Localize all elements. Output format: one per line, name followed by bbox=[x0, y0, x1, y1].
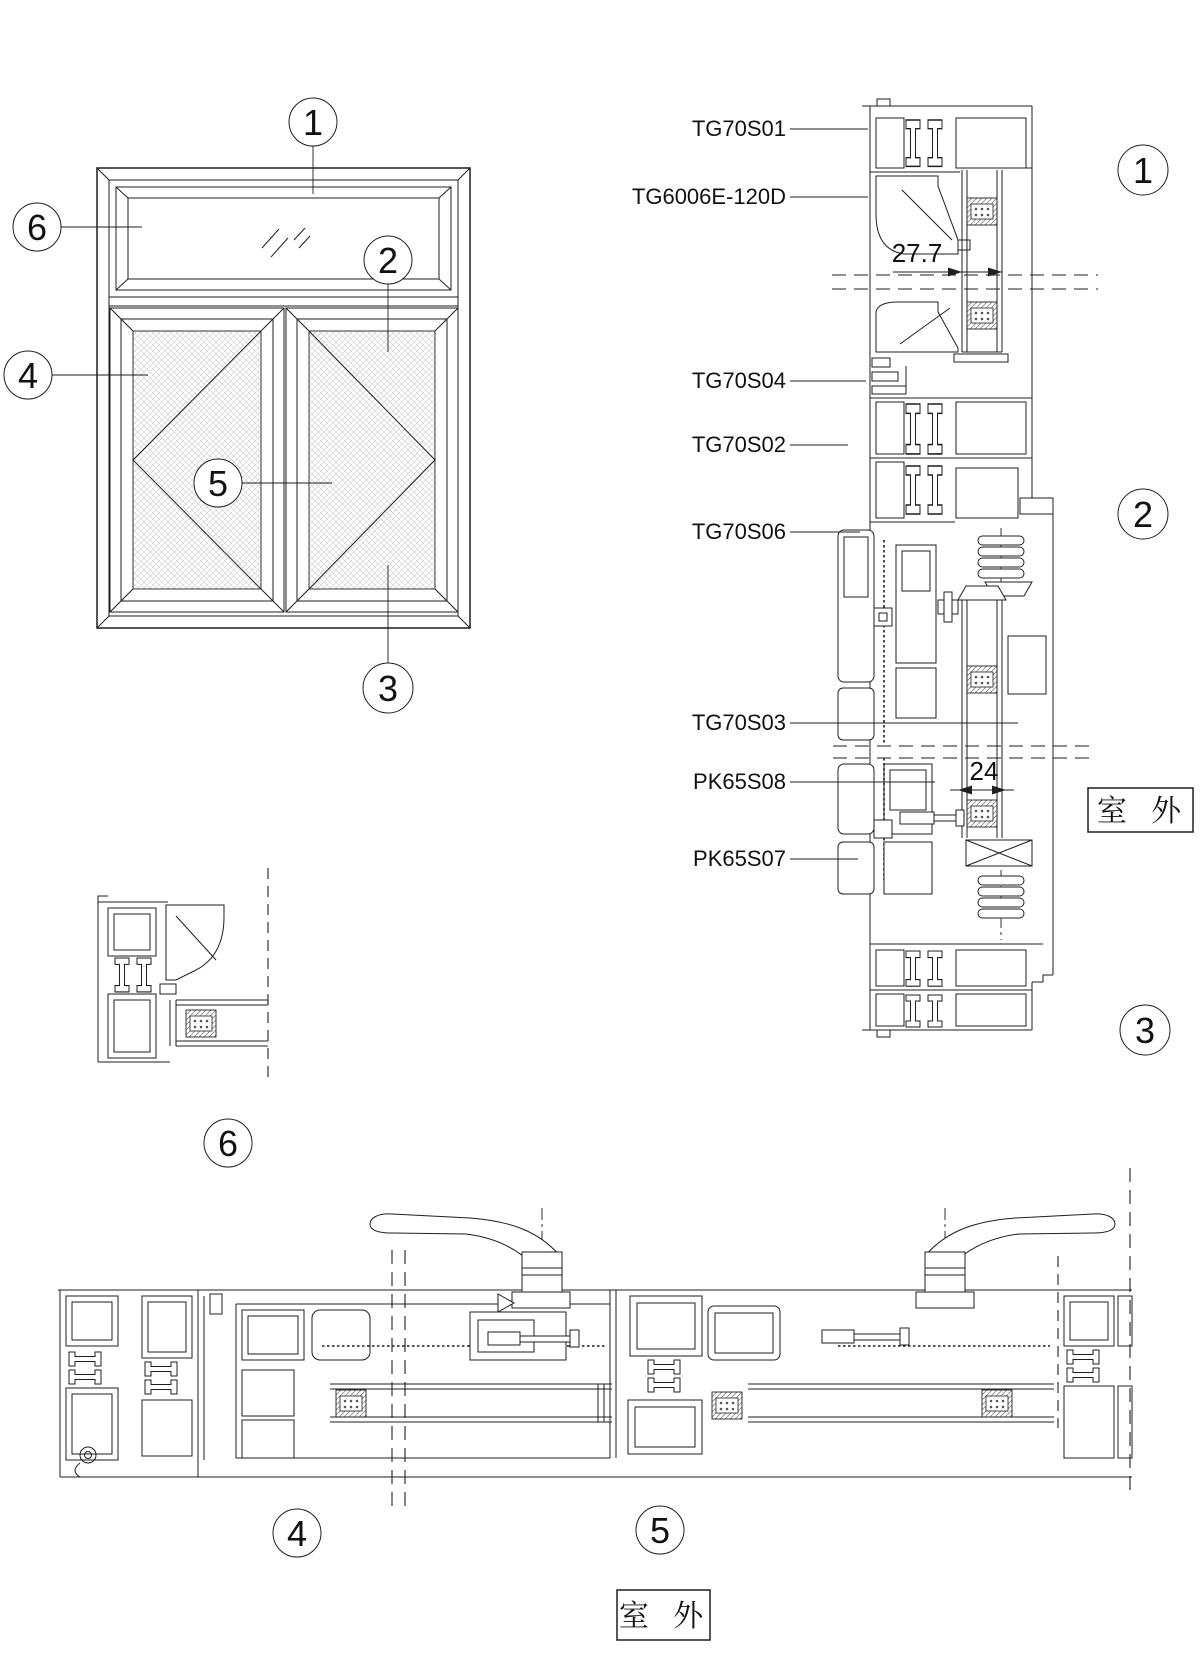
dimension-bottom-value: 24 bbox=[969, 756, 999, 786]
right-sash bbox=[286, 308, 458, 612]
outdoor-label-right bbox=[1088, 788, 1193, 832]
callout-4 bbox=[4, 351, 148, 399]
upper-glass-unit bbox=[954, 170, 1008, 362]
outdoor-label-bottom-text: 室 外 bbox=[618, 1600, 712, 1633]
part-label-tg6006e-120d: TG6006E-120D bbox=[631, 184, 786, 209]
callout-6 bbox=[13, 203, 142, 251]
screen-frame-zone bbox=[838, 758, 1032, 940]
callout-2-number: 2 bbox=[377, 240, 399, 281]
section-marker-5 bbox=[636, 1506, 684, 1554]
outdoor-label-right-text: 室 外 bbox=[1096, 795, 1190, 828]
dimension-bottom bbox=[950, 756, 1014, 795]
glass-symbol bbox=[262, 228, 310, 257]
section-marker-3 bbox=[1120, 1005, 1170, 1055]
section-marker-4 bbox=[273, 1509, 321, 1557]
section-marker-4-number: 4 bbox=[286, 1513, 308, 1554]
break-line-top bbox=[832, 275, 1098, 289]
part-label-pk65s07: PK65S07 bbox=[693, 846, 786, 871]
left-sash-glass bbox=[330, 1384, 612, 1422]
section-marker-3-number: 3 bbox=[1134, 1010, 1156, 1051]
section-marker-2-number: 2 bbox=[1132, 494, 1154, 535]
part-label-tg70s03: TG70S03 bbox=[691, 710, 786, 735]
part-label-tg70s04: TG70S04 bbox=[691, 368, 786, 393]
section-marker-1 bbox=[1118, 145, 1168, 195]
callout-4-number: 4 bbox=[17, 355, 39, 396]
sill-frame-profile bbox=[870, 944, 1043, 1027]
left-sash bbox=[110, 308, 284, 612]
right-sash-profile bbox=[748, 1346, 1054, 1422]
part-label-tg70s01: TG70S01 bbox=[691, 116, 786, 141]
section-marker-6 bbox=[204, 1119, 252, 1167]
vertical-section bbox=[632, 99, 1193, 1055]
callout-6-number: 6 bbox=[26, 207, 48, 248]
transom bbox=[109, 297, 458, 306]
part-label-tg70s02: TG70S02 bbox=[691, 432, 786, 457]
head-frame-profile bbox=[870, 118, 1032, 172]
section-marker-1-number: 1 bbox=[1132, 150, 1154, 191]
right-sash-screen-glass bbox=[309, 331, 435, 589]
transom-profiles bbox=[870, 302, 1032, 458]
left-sash-screen-glass bbox=[133, 331, 261, 589]
window-handle-left bbox=[370, 1208, 616, 1458]
window-elevation bbox=[4, 98, 470, 713]
outdoor-label-bottom bbox=[617, 1590, 711, 1640]
horizontal-section bbox=[58, 1168, 1132, 1640]
dimension-top-value: 27.7 bbox=[891, 238, 943, 268]
mid-frame-profile bbox=[870, 462, 1053, 522]
section-marker-5-number: 5 bbox=[649, 1510, 671, 1551]
callout-5-number: 5 bbox=[207, 463, 229, 504]
part-label-tg70s06: TG70S06 bbox=[691, 519, 786, 544]
section-marker-6-number: 6 bbox=[217, 1123, 239, 1164]
left-jamb-profile bbox=[66, 1290, 222, 1477]
mullion-profile bbox=[628, 1296, 780, 1454]
right-jamb-profile bbox=[1064, 1296, 1132, 1458]
corner-detail bbox=[98, 868, 268, 1167]
callout-3-number: 3 bbox=[377, 668, 399, 709]
part-label-pk65s08: PK65S08 bbox=[693, 769, 786, 794]
cut-line-center bbox=[392, 1250, 405, 1512]
section-marker-2 bbox=[1118, 489, 1168, 539]
callout-1-number: 1 bbox=[302, 102, 324, 143]
